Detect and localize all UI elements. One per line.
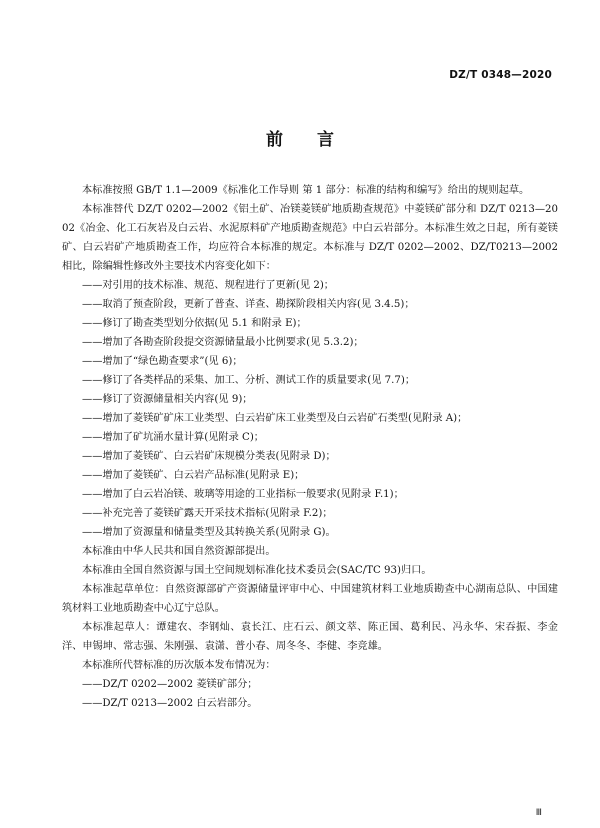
change-item: ——补充完善了菱镁矿露天开采技术指标(见附录 F.2)； <box>82 508 333 519</box>
closing-paragraph: 本标准由中华人民共和国自然资源部提出。 <box>82 546 276 557</box>
page-number: Ⅲ <box>535 808 542 818</box>
change-item: ——修订了勘查类型划分依据(见 5.1 和附录 E)； <box>82 318 307 329</box>
closing-paragraph: 本标准起草单位：自然资源部矿产资源储量评审中心、中国建筑材料工业地质勘查中心湖南总队、中国建筑材料工业地质勘查中心辽宁总队。 <box>62 584 558 614</box>
change-item: ——增加了菱镁矿矿床工业类型、白云岩矿床工业类型及白云岩矿石类型(见附录 A)； <box>82 413 468 424</box>
change-item: ——增加了菱镁矿、白云岩矿床规模分类表(见附录 D)； <box>82 451 336 462</box>
closing-paragraph: 本标准所代替标准的历次版本发布情况为： <box>82 660 276 671</box>
change-item: ——修订了各类样品的采集、加工、分析、测试工作的质量要求(见 7.7)； <box>82 375 416 386</box>
change-item: ——增加了各勘查阶段提交资源储量最小比例要求(见 5.3.2)； <box>82 337 364 348</box>
history-item: ——DZ/T 0202—2002 菱镁矿部分； <box>82 679 258 690</box>
closing-paragraph: 本标准起草人：谭建农、李钢灿、袁长江、庄石云、颜文萃、陈正国、葛利民、冯永华、宋吞振、李金洋、申锡坤、常志强、朱刚强、袁潇、普小春、周冬冬、李健、李竞雄。 <box>62 622 558 652</box>
closing-paragraph: 本标准由全国自然资源与国土空间规划标准化技术委员会(SAC/TC 93)归口。 <box>82 565 432 576</box>
change-item: ——修订了资源储量相关内容(见 9)； <box>82 394 253 405</box>
change-item: ——增加了白云岩冶镁、玻璃等用途的工业指标一般要求(见附录 F.1)； <box>82 489 404 500</box>
change-item: ——增加了菱镁矿、白云岩产品标准(见附录 E)； <box>82 470 305 481</box>
change-item: ——增加了矿坑涌水量计算(见附录 C)； <box>82 432 264 443</box>
standard-code: DZ/T 0348—2020 <box>449 69 552 81</box>
intro-paragraph: 本标准按照 GB/T 1.1—2009《标准化工作导则 第 1 部分：标准的结构和编写》给出的规则起草。 <box>82 185 530 196</box>
page-title: 前 言 <box>266 130 348 150</box>
intro-paragraph: 本标准替代 DZ/T 0202—2002《铝土矿、冶镁菱镁矿地质勘查规范》中菱镁矿部分和 DZ/T 0213—2002《冶金、化工石灰岩及白云岩、水泥原料矿产地质勘查规范》中白云岩部分。本标准生效之日起，所有菱镁矿、白云岩矿产地质勘查工作，均应符合本标准的规定。本标准与 DZ/T 0202—2002、DZ/T0213—2002 相比，除编辑性修改外主要技术内容变化如下： <box>62 204 558 272</box>
change-item: ——对引用的技术标准、规范、规程进行了更新(见 2)； <box>82 280 334 291</box>
change-list <box>62 276 558 542</box>
change-item: ——增加了“绿色勘查要求”(见 6)； <box>82 356 243 367</box>
change-item: ——取消了预查阶段，更新了普查、详查、勘探阶段相关内容(见 3.4.5)； <box>82 299 415 310</box>
history-list <box>62 675 558 713</box>
foreword-body <box>62 181 558 713</box>
history-item: ——DZ/T 0213—2002 白云岩部分。 <box>82 698 258 709</box>
change-item: ——增加了资源量和储量类型及其转换关系(见附录 G)。 <box>82 527 336 538</box>
